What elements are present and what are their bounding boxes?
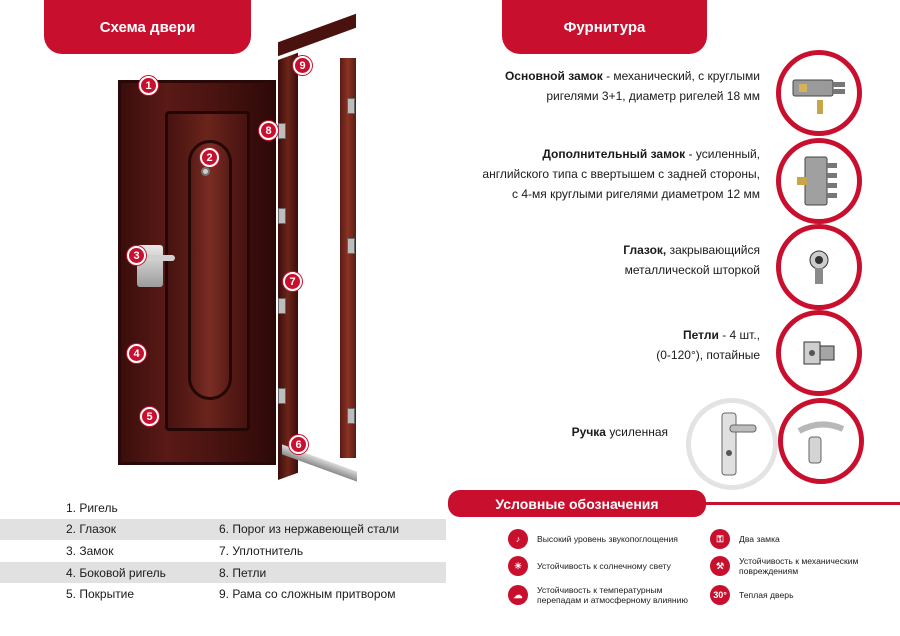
door-panel-arch: [188, 140, 232, 400]
legend-row: [0, 497, 446, 519]
frame-bolt-icon: [347, 98, 355, 114]
hinges-image: [776, 310, 862, 396]
hardware-header: [502, 0, 707, 54]
marker-7: 7: [283, 272, 302, 291]
parts-legend: [0, 497, 446, 605]
symbol-two-locks: [710, 529, 780, 549]
peephole-icon: [794, 242, 844, 292]
symbol-weather: [508, 585, 688, 605]
legend-row: [0, 583, 446, 605]
feature-title: Глазок,: [623, 243, 667, 257]
handle-image-angle: [778, 398, 864, 484]
peephole-icon: [201, 167, 210, 176]
frame-top: [278, 14, 356, 56]
door-scheme-title: Схема двери: [99, 18, 196, 36]
symbol-text: Устойчивость к солнечному свету: [537, 561, 671, 571]
sound-icon: ♪: [508, 529, 528, 549]
symbol-text: перепадам и атмосферному влиянию: [537, 595, 688, 605]
symbol-text: повреждениям: [739, 566, 799, 576]
feature-text: - усиленный,: [685, 147, 760, 161]
marker-5: 5: [140, 407, 159, 426]
marker-4: 4: [127, 344, 146, 363]
legend-item: 5. Покрытие: [66, 587, 135, 602]
hinge-icon: [278, 208, 286, 224]
feature-title: Основной замок: [504, 69, 603, 83]
feature-extra-lock: [482, 144, 760, 204]
handle-icon: [791, 411, 851, 471]
symbol-text: Высокий уровень звукопоглощения: [537, 534, 678, 544]
feature-peephole: [623, 240, 760, 280]
feature-text: - 4 шт.,: [718, 328, 760, 342]
handle-lever: [143, 255, 175, 261]
marker-9: 9: [293, 56, 312, 75]
feature-main-lock: [505, 66, 760, 106]
frame-bolt-icon: [347, 408, 355, 424]
feature-text: (0-120°), потайные: [656, 348, 760, 362]
weather-icon: ☁: [508, 585, 528, 605]
marker-8: 8: [259, 121, 278, 140]
symbols-title: Условные обозначения: [448, 490, 706, 517]
feature-title: Дополнительный замок: [542, 147, 686, 161]
door-leaf: [118, 80, 276, 465]
hinge-icon: [278, 388, 286, 404]
feature-text: металлической шторкой: [624, 263, 760, 277]
feature-hinges: [656, 325, 760, 365]
peephole-image: [776, 224, 862, 310]
symbol-text: Два замка: [739, 534, 780, 544]
feature-text: ригелями 3+1, диаметр ригелей 18 мм: [546, 89, 760, 103]
hammer-icon: ⚒: [710, 556, 730, 576]
hinge-icon: [278, 298, 286, 314]
legend-item: 3. Замок: [66, 543, 114, 558]
legend-item: 7. Уплотнитель: [219, 543, 304, 558]
two-locks-icon: ⚿: [710, 529, 730, 549]
feature-handle: [572, 422, 668, 442]
door-illustration: [118, 28, 343, 498]
feature-text: усиленная: [605, 425, 668, 439]
marker-2: 2: [200, 148, 219, 167]
sun-icon: ☀: [508, 556, 528, 576]
frame-bolt-icon: [347, 238, 355, 254]
symbol-warm: [710, 585, 794, 605]
feature-text: - механический, с круглыми: [602, 69, 760, 83]
legend-item: 2. Глазок: [66, 522, 116, 537]
hardware-title: Фурнитура: [563, 18, 646, 36]
legend-item: 4. Боковой ригель: [66, 565, 166, 580]
legend-item: 9. Рама со сложным притвором: [219, 587, 396, 602]
legend-item: 8. Петли: [219, 565, 267, 580]
legend-row: [0, 519, 446, 541]
extra-lock-image: [776, 138, 862, 224]
legend-item: 1. Ригель: [66, 500, 118, 515]
symbol-text: Теплая дверь: [739, 590, 794, 600]
legend-item: 6. Порог из нержавеющей стали: [219, 522, 400, 537]
marker-3: 3: [127, 246, 146, 265]
handle-image-front: [686, 398, 778, 490]
hinge-icon: [794, 328, 844, 378]
handle-icon: [702, 409, 762, 479]
thermometer-icon: 30°: [710, 585, 730, 605]
main-lock-image: [776, 50, 862, 136]
frame-post: [278, 53, 298, 480]
feature-text: английского типа с ввертышем с задней стороны,: [482, 167, 760, 181]
lock-icon: [789, 68, 849, 118]
feature-title: Ручка: [571, 425, 606, 439]
symbol-sun: [508, 556, 671, 576]
symbol-sound: [508, 529, 678, 549]
symbol-mechanical: [710, 556, 858, 576]
legend-row: [0, 562, 446, 584]
symbol-text: Устойчивость к температурным: [537, 585, 663, 595]
legend-row: [0, 540, 446, 562]
marker-1: 1: [139, 76, 158, 95]
feature-text: закрывающийся: [666, 243, 760, 257]
feature-text: с 4-мя круглыми ригелями диаметром 12 мм: [512, 187, 760, 201]
feature-title: Петли: [683, 328, 719, 342]
marker-6: 6: [289, 435, 308, 454]
hinge-icon: [278, 123, 286, 139]
frame-inner: [340, 58, 356, 458]
symbol-text: Устойчивость к механическим: [739, 556, 859, 566]
lock-icon: [789, 151, 849, 211]
